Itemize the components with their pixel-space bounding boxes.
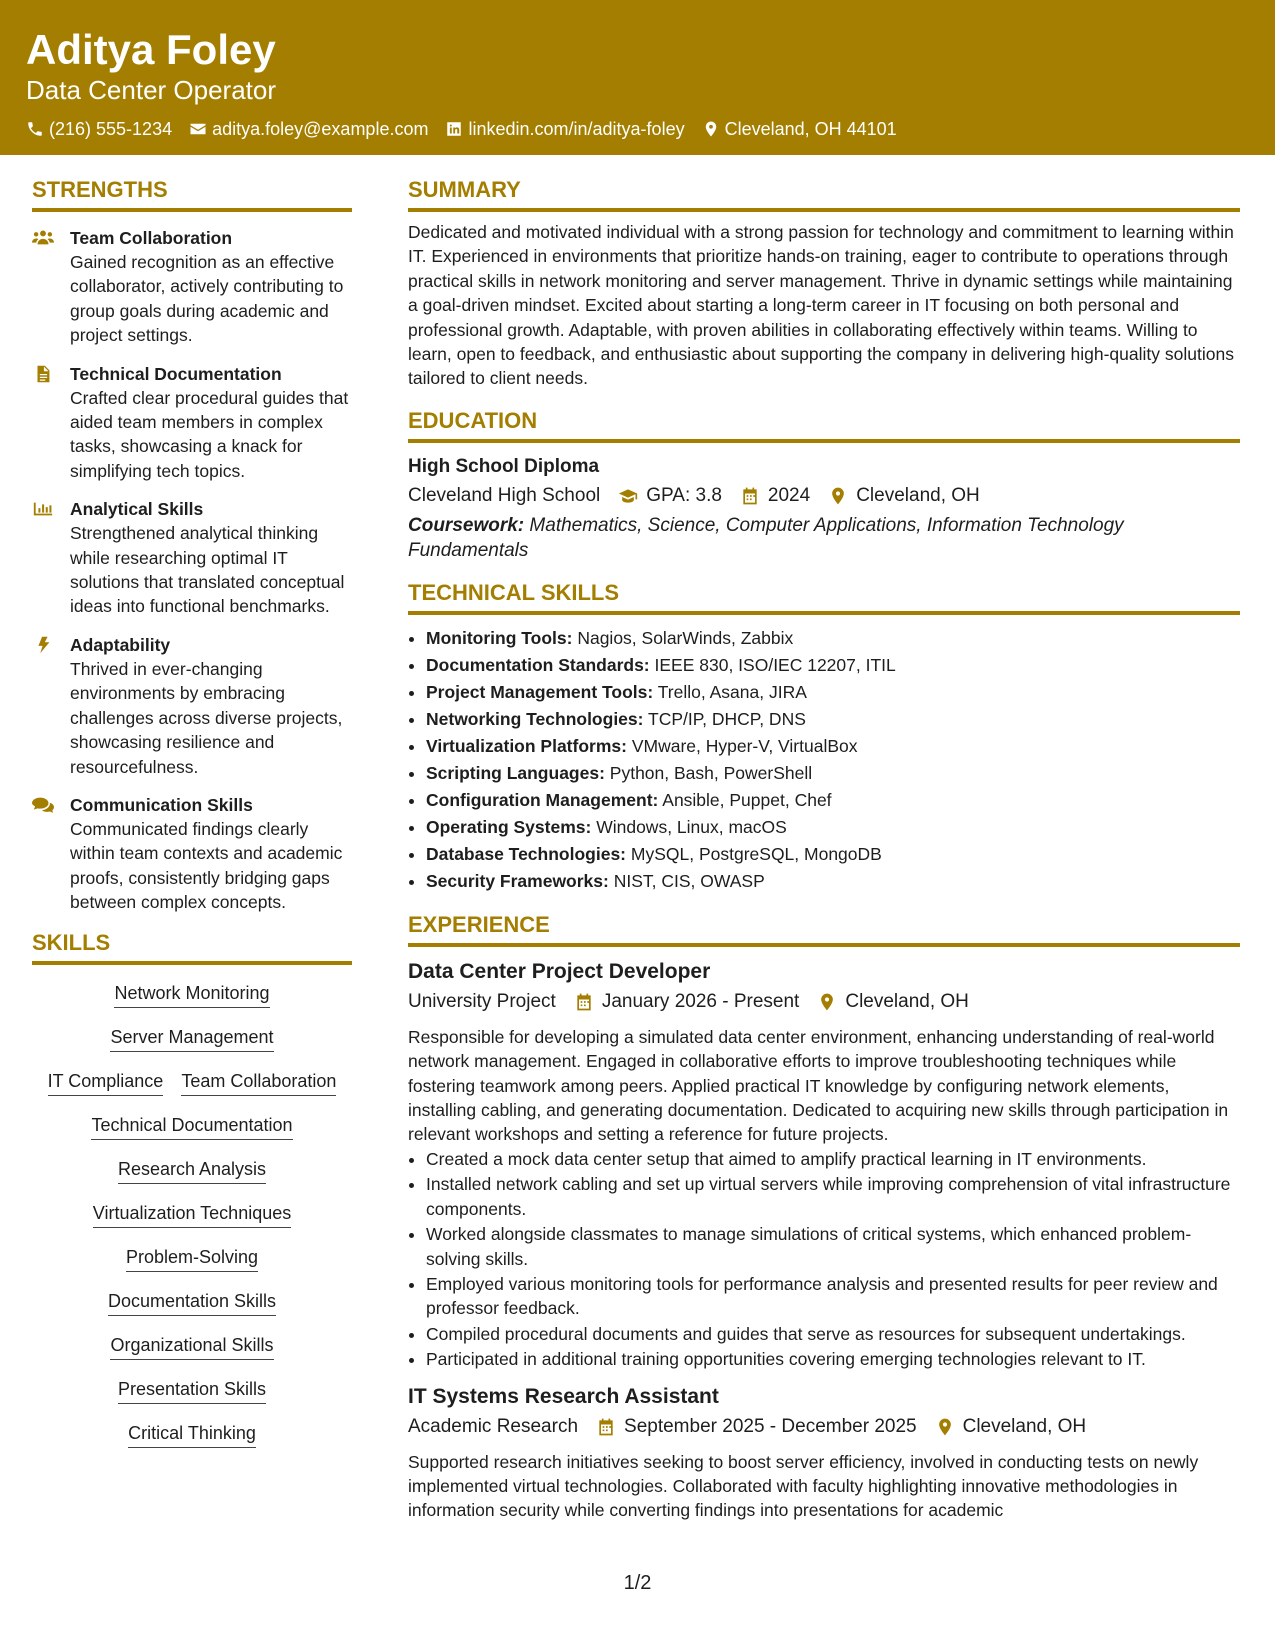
strength-item: [32, 226, 352, 348]
technical-skills-section: [408, 579, 1240, 895]
strength-description: Communicated findings clearly within team contexts and academic proofs, consistently bridging gaps between complex concepts.: [70, 818, 343, 913]
strengths-heading: STRENGTHS: [32, 176, 352, 212]
skill-tag: Organizational Skills: [110, 1333, 273, 1360]
school-name: Cleveland High School: [408, 484, 601, 506]
map-pin-icon: [702, 120, 720, 138]
phone-text: (216) 555-1234: [49, 119, 173, 139]
job-location: Cleveland, OH: [962, 1415, 1087, 1437]
strength-title: Adaptability: [70, 634, 171, 655]
phone-icon: [26, 120, 44, 138]
list-item: • Created a mock data center setup that aimed to amplify practical learning in IT environments.: [426, 1147, 1240, 1171]
skill-values: Python, Bash, PowerShell: [609, 762, 813, 783]
job-meta: [408, 987, 1240, 1017]
job-title: Data Center Project Developer: [408, 959, 711, 983]
skill-tags: [32, 965, 352, 1448]
job-dates: January 2026 - Present: [601, 990, 800, 1012]
coursework-label: Coursework:: [408, 514, 525, 536]
summary-text: Dedicated and motivated individual with a strong passion for technology and commitment to learning within IT. Experienced in environments that prioritize hands-on training, eager to contribute to operations through practical skills in network monitoring and server management. Thrive in dynamic settings while maintaining a goal-driven mindset. Excited about starting a long-term career in IT focusing on both personal and professional growth. Adaptable, with proven abilities in collaborating effectively within teams. Willing to learn, open to feedback, and enthusiastic about supporting the company in delivering high-quality solutions tailored to client needs.: [408, 222, 1234, 389]
summary-heading: SUMMARY: [408, 176, 1240, 212]
list-item: [426, 760, 1240, 787]
skill-tag: Network Monitoring: [114, 981, 269, 1008]
strength-title: Team Collaboration: [70, 228, 233, 248]
education-heading: EDUCATION: [408, 407, 1240, 443]
strength-description: Gained recognition as an effective collaborator, actively contributing to group goals during academic and project settings.: [70, 252, 344, 346]
skills-heading: SKILLS: [32, 929, 352, 965]
gpa-text: GPA: 3.8: [646, 484, 722, 506]
skill-category: Security Frameworks:: [426, 870, 609, 891]
page-number: 1/2: [623, 1572, 652, 1594]
job-description: Supported research initiatives seeking to boost server efficiency, involved in conducting tests on newly implemented virtual technologies. Collaborated with faculty highlighting innovative methodologies in information security while converting findings into presentations for academic: [408, 1451, 1199, 1521]
skill-values: NIST, CIS, OWASP: [613, 870, 765, 891]
strength-title: Communication Skills: [70, 794, 253, 815]
left-column: [32, 176, 352, 1465]
coursework-text: Mathematics, Science, Computer Applications, Information Technology Fundamentals: [408, 514, 1124, 561]
job-bullets: [408, 1147, 1240, 1372]
skill-tag: Presentation Skills: [118, 1377, 266, 1404]
education-meta: [408, 481, 1240, 511]
job-meta: [408, 1412, 1240, 1442]
strength-item: [32, 497, 352, 619]
calendar-icon: [596, 1417, 616, 1437]
skill-tag: Team Collaboration: [181, 1069, 336, 1096]
job-title: IT Systems Research Assistant: [408, 1384, 719, 1408]
list-item: [426, 733, 1240, 760]
list-item: [426, 706, 1240, 733]
graduation-year: 2024: [767, 484, 811, 506]
skill-values: MySQL, PostgreSQL, MongoDB: [630, 843, 882, 864]
resume-header: [0, 0, 1275, 155]
job-organization: University Project: [408, 990, 556, 1012]
skill-values: Nagios, SolarWinds, Zabbix: [577, 627, 794, 648]
strength-description: Thrived in ever-changing environments by embracing challenges across diverse projects, showcasing resilience and resourcefulness.: [70, 658, 343, 777]
strength-title: Analytical Skills: [70, 499, 204, 520]
users-icon: [32, 229, 54, 247]
skill-values: Ansible, Puppet, Chef: [662, 789, 832, 810]
skill-values: IEEE 830, ISO/IEC 12207, ITIL: [654, 654, 896, 675]
strengths-list: [32, 226, 352, 915]
experience-heading: EXPERIENCE: [408, 911, 1240, 947]
contact-location: [702, 116, 897, 142]
map-pin-icon: [935, 1417, 955, 1437]
chat-bubbles-icon: [32, 796, 54, 814]
map-pin-icon: [817, 992, 837, 1012]
job-location: Cleveland, OH: [845, 990, 969, 1012]
skill-category: Virtualization Platforms:: [426, 735, 627, 756]
skill-tag: IT Compliance: [48, 1069, 164, 1096]
list-item: • Worked alongside classmates to manage simulations of critical systems, which enhanced problem-solving skills.: [426, 1222, 1240, 1271]
strength-description: Crafted clear procedural guides that aided team members in complex tasks, showcasing a knack for simplifying tech topics.: [70, 387, 349, 481]
strength-item: [32, 633, 352, 779]
strength-item: [32, 793, 352, 915]
contact-linkedin[interactable]: [445, 116, 684, 142]
skills-section: [32, 929, 352, 1448]
education-degree: High School Diploma: [408, 455, 600, 477]
skill-category: Documentation Standards:: [426, 654, 650, 675]
candidate-name: Aditya Foley: [26, 26, 276, 73]
skill-tag: Virtualization Techniques: [93, 1201, 291, 1228]
skill-values: Windows, Linux, macOS: [596, 816, 787, 837]
job-dates: September 2025 - December 2025: [624, 1415, 917, 1437]
skill-category: Operating Systems:: [426, 816, 592, 837]
skill-category: Configuration Management:: [426, 789, 659, 810]
linkedin-icon: [445, 120, 463, 138]
skill-category: Scripting Languages:: [426, 762, 605, 783]
list-item: [426, 814, 1240, 841]
list-item: • Employed various monitoring tools for performance analysis and presented results for peer review and professor feedback.: [426, 1272, 1240, 1321]
contact-phone: [26, 116, 172, 142]
skill-tag: Server Management: [110, 1025, 273, 1052]
job-description: Responsible for developing a simulated data center environment, enhancing understanding of real-world network management. Engaged in collaborative efforts to improve troubleshooting techniques while fostering teamwork among peers. Applied practical IT knowledge by configuring network elements, installing cabling, and generating documentation. Dedicated to acquiring new skills through participation in relevant workshops and setting a reference for future projects.: [408, 1026, 1229, 1145]
linkedin-text[interactable]: linkedin.com/in/aditya-foley: [468, 119, 685, 139]
list-item: [426, 652, 1240, 679]
list-item: • Compiled procedural documents and guides that serve as resources for subsequent undertakings.: [426, 1322, 1240, 1346]
contact-bar: [26, 116, 897, 142]
location-text: Cleveland, OH 44101: [724, 119, 897, 139]
technical-skills-heading: TECHNICAL SKILLS: [408, 579, 1240, 615]
candidate-title: Data Center Operator: [26, 75, 277, 105]
document-icon: [32, 365, 54, 383]
chart-bar-icon: [32, 500, 54, 518]
list-item: • Participated in additional training opportunities covering emerging technologies relevant to IT.: [426, 1347, 1240, 1371]
lightning-bolt-icon: [32, 636, 54, 654]
calendar-icon: [740, 486, 760, 506]
job-organization: Academic Research: [408, 1415, 579, 1437]
skill-values: Trello, Asana, JIRA: [657, 681, 807, 702]
graduation-cap-icon: [618, 486, 638, 506]
list-item: [426, 787, 1240, 814]
skill-values: VMware, Hyper-V, VirtualBox: [631, 735, 858, 756]
education-location: Cleveland, OH: [856, 484, 980, 506]
skill-tag: Problem-Solving: [126, 1245, 258, 1272]
list-item: • Installed network cabling and set up virtual servers while improving comprehension of vital infrastructure components.: [426, 1172, 1240, 1221]
list-item: [426, 868, 1240, 895]
skill-values: TCP/IP, DHCP, DNS: [648, 708, 806, 729]
job-entry: [408, 957, 1240, 1372]
map-pin-icon: [828, 486, 848, 506]
email-text[interactable]: aditya.foley@example.com: [212, 119, 429, 139]
contact-email[interactable]: [189, 116, 428, 142]
skill-tag: Technical Documentation: [91, 1113, 292, 1140]
technical-skills-list: [408, 625, 1240, 895]
strength-description: Strengthened analytical thinking while researching optimal IT solutions that translated conceptual ideas into functional benchmarks.: [70, 523, 345, 617]
skill-category: Database Technologies:: [426, 843, 627, 864]
skill-tag: Critical Thinking: [128, 1421, 256, 1448]
coursework: [408, 513, 1240, 563]
envelope-icon: [189, 120, 207, 138]
list-item: [426, 679, 1240, 706]
skill-tag: Research Analysis: [118, 1157, 266, 1184]
skill-tag: Documentation Skills: [108, 1289, 276, 1316]
strength-item: [32, 362, 352, 484]
right-column: [408, 176, 1240, 1523]
skill-category: Project Management Tools:: [426, 681, 654, 702]
calendar-icon: [574, 992, 594, 1012]
job-entry: [408, 1382, 1240, 1523]
skill-category: Monitoring Tools:: [426, 627, 573, 648]
education-section: [408, 407, 1240, 563]
list-item: [426, 625, 1240, 652]
skill-category: Networking Technologies:: [426, 708, 644, 729]
experience-section: [408, 911, 1240, 1523]
strength-title: Technical Documentation: [70, 363, 282, 384]
list-item: [426, 841, 1240, 868]
